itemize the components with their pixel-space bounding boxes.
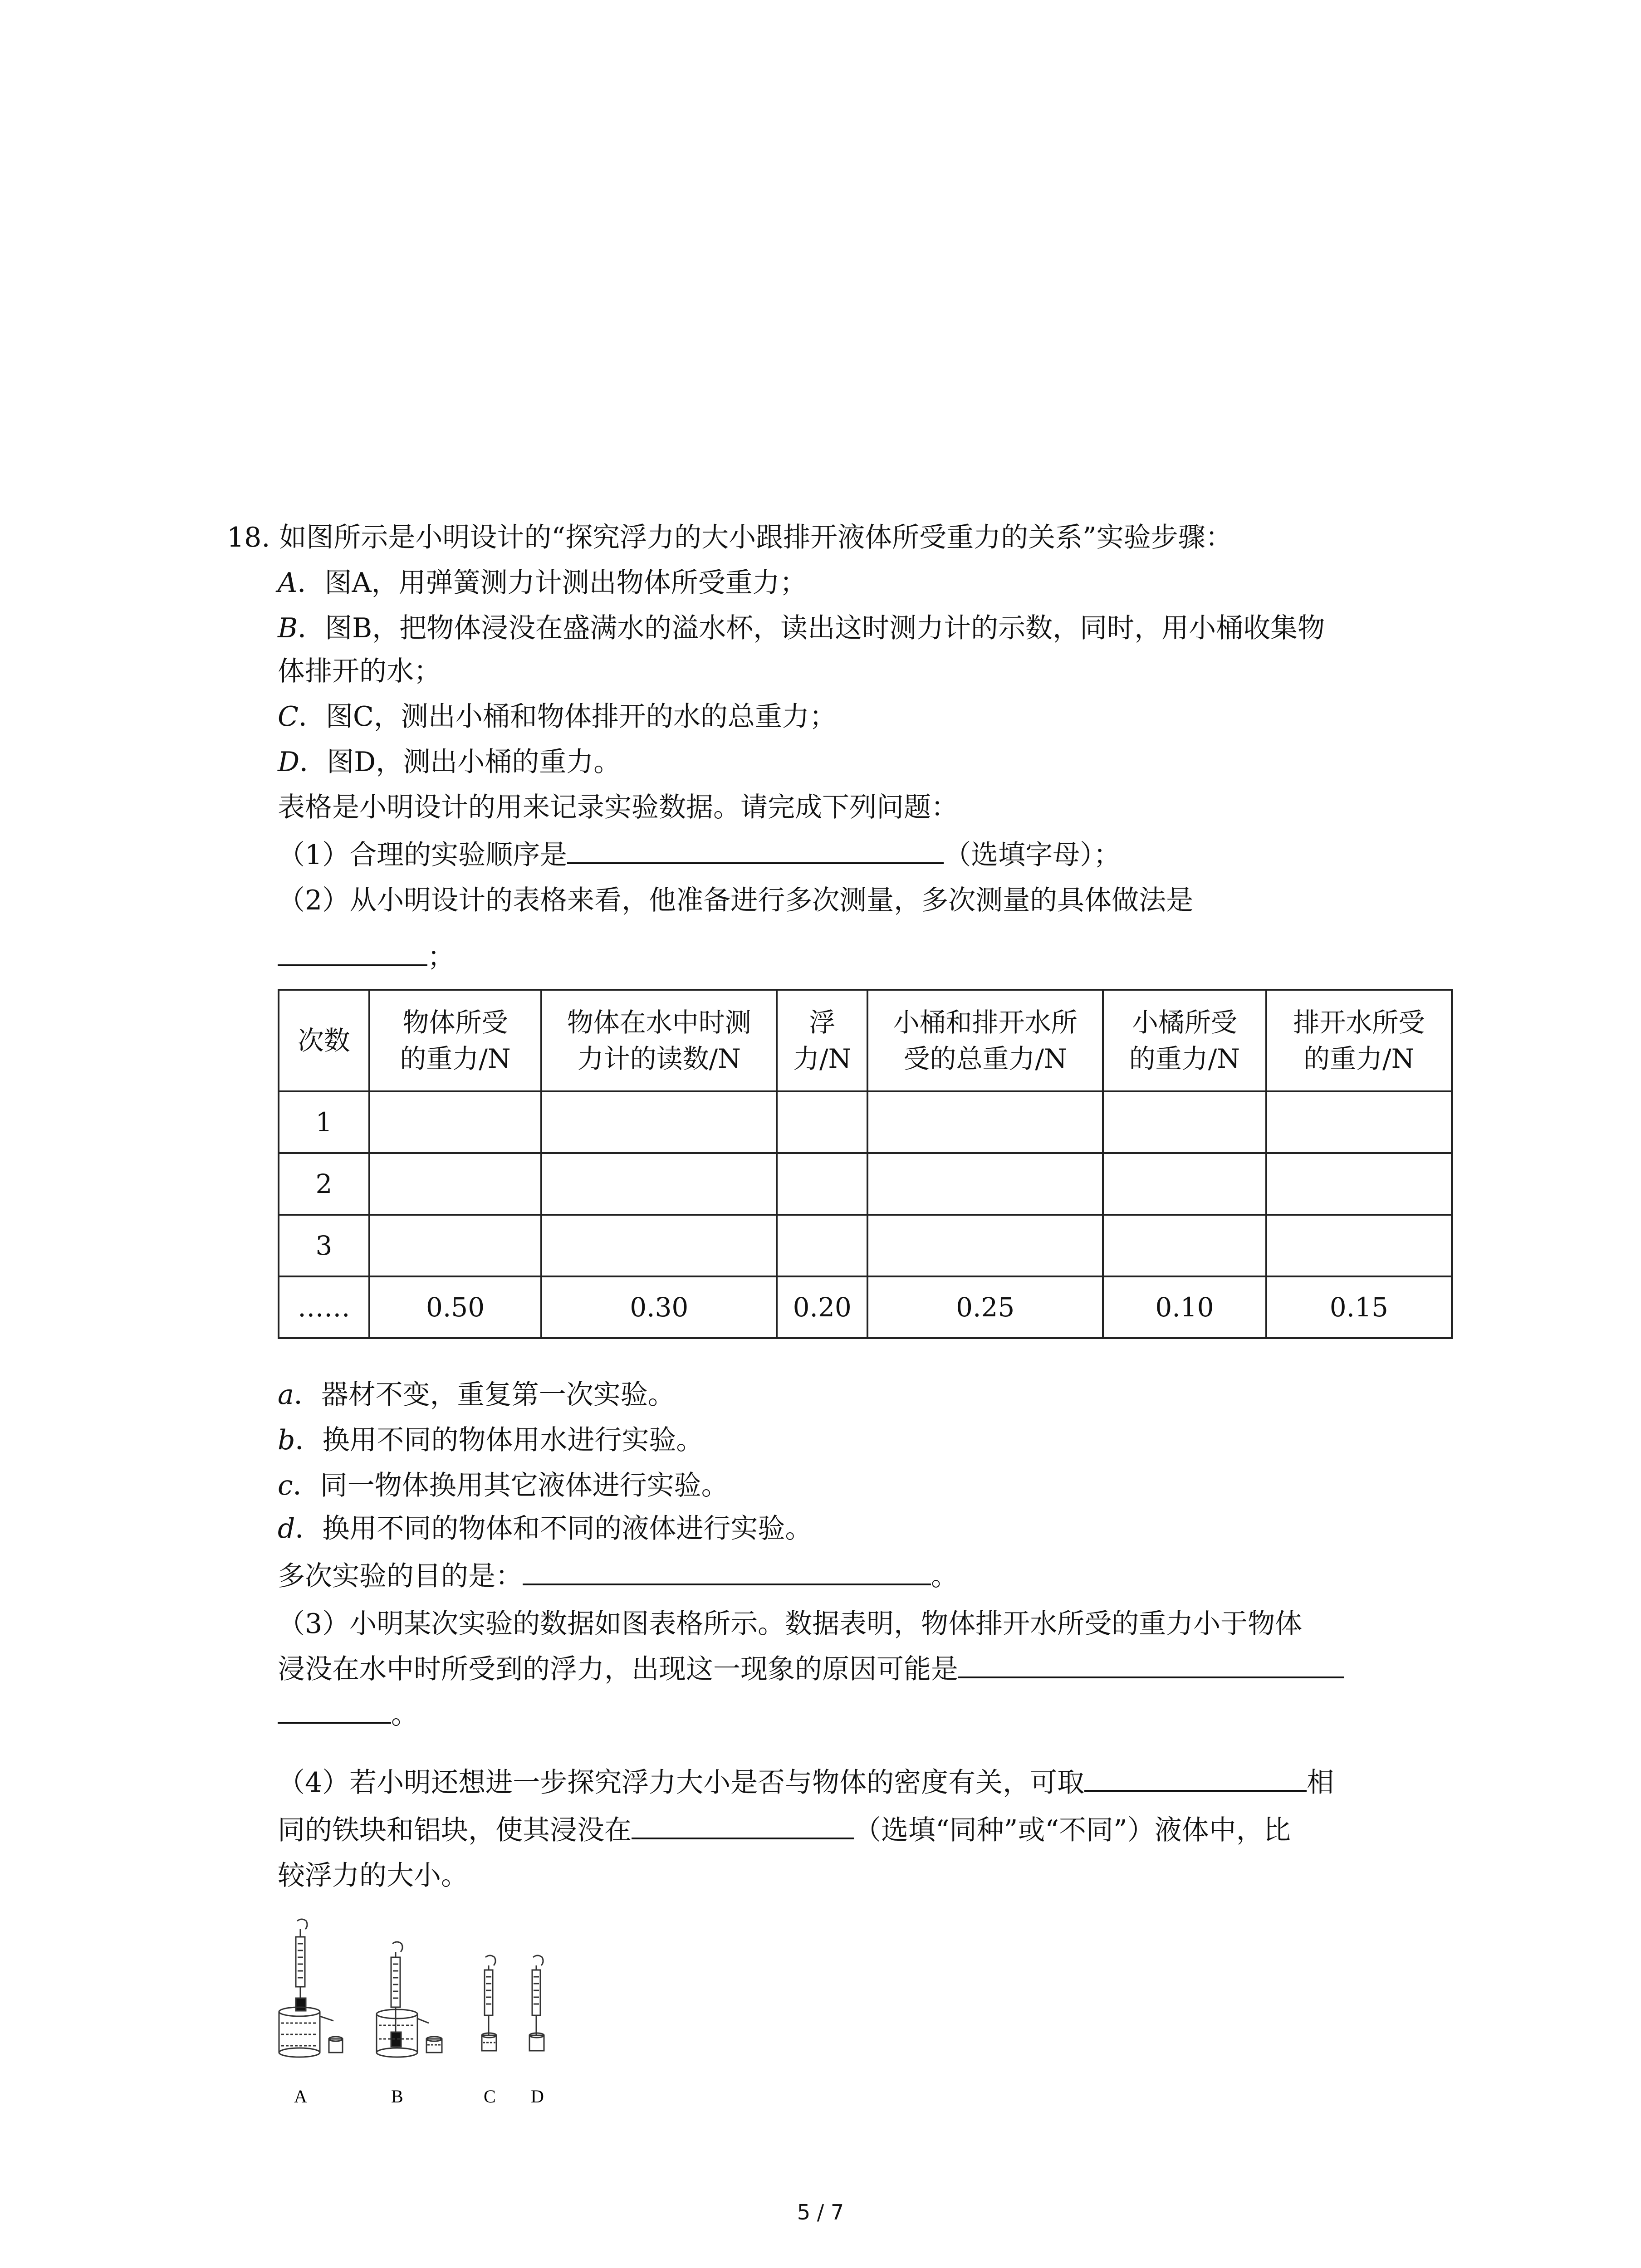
subquestion-3-line3: 。 — [278, 1692, 418, 1737]
table-cell[interactable] — [1103, 1153, 1266, 1215]
figure-label-c: C — [484, 2086, 496, 2107]
header-reading-in-water: 物体在水中时测 力计的读数/N — [541, 990, 777, 1091]
option-b: b．换用不同的物体用水进行实验。 — [278, 1424, 704, 1456]
header-buoyancy: 浮 力/N — [777, 990, 867, 1091]
table-cell[interactable] — [369, 1091, 541, 1153]
question-number: 18. — [227, 522, 270, 553]
subquestion-4-line1: （4）若小明还想进一步探究浮力大小是否与物体的密度有关，可取 相 — [278, 1760, 1334, 1805]
step-b-cont: 体排开的水； — [278, 655, 441, 687]
table-cell[interactable] — [867, 1153, 1103, 1215]
table-cell[interactable] — [1266, 1091, 1452, 1153]
subquestion-4-line2: 同的铁块和铝块，使其浸没在 （选填“同种”或“不同”）液体中，比 — [278, 1808, 1291, 1853]
table-row — [279, 1276, 1452, 1338]
table-cell[interactable] — [1103, 1091, 1266, 1153]
table-cell[interactable] — [369, 1153, 541, 1215]
table-cell[interactable] — [777, 1153, 867, 1215]
table-cell: 1 — [279, 1091, 369, 1153]
table-intro: 表格是小明设计的用来记录实验数据。请完成下列问题： — [278, 792, 958, 823]
header-object-weight: 物体所受 的重力/N — [369, 990, 541, 1091]
option-c: c．同一物体换用其它液体进行实验。 — [278, 1470, 729, 1501]
table-cell[interactable] — [541, 1153, 777, 1215]
answer-blank-2[interactable] — [278, 935, 427, 966]
subquestion-3-line2: 浸没在水中时所受到的浮力，出现这一现象的原因可能是 — [278, 1647, 1344, 1692]
table-cell[interactable] — [867, 1215, 1103, 1276]
step-a: A．图A，用弹簧测力计测出物体所受重力； — [278, 567, 807, 599]
table-header-row — [279, 990, 1452, 1091]
table-cell[interactable] — [1103, 1215, 1266, 1276]
table-cell: 0.50 — [369, 1276, 541, 1338]
table-cell[interactable] — [369, 1215, 541, 1276]
table-cell: 2 — [279, 1153, 369, 1215]
question-stem — [227, 515, 1233, 560]
figure-label-d: D — [531, 2086, 544, 2107]
table-cell: 0.30 — [541, 1276, 777, 1338]
step-d: D．图D，测出小桶的重力。 — [278, 746, 621, 778]
table-cell: 3 — [279, 1215, 369, 1276]
answer-blank-4a[interactable] — [1084, 1761, 1307, 1792]
data-table — [278, 989, 1453, 1339]
table-cell[interactable] — [1266, 1153, 1452, 1215]
table-cell[interactable] — [1266, 1215, 1452, 1276]
table-row — [279, 1153, 1452, 1215]
table-row — [279, 1091, 1452, 1153]
table-row — [279, 1215, 1452, 1276]
subquestion-3-line1: （3）小明某次实验的数据如图表格所示。数据表明，物体排开水所受的重力小于物体 — [278, 1608, 1303, 1640]
step-b: B．图B，把物体浸没在盛满水的溢水杯，读出这时测力计的示数，同时，用小桶收集物 — [278, 612, 1325, 644]
table-cell[interactable] — [541, 1091, 777, 1153]
header-bucket-weight: 小橘所受 的重力/N — [1103, 990, 1266, 1091]
step-c: C．图C，测出小桶和物体排开的水的总重力； — [278, 701, 837, 733]
figure-a — [279, 1919, 343, 2057]
option-a: a．器材不变，重复第一次实验。 — [278, 1379, 675, 1411]
table-cell: …… — [279, 1276, 369, 1338]
figure-b — [377, 1942, 442, 2057]
table-cell: 0.20 — [777, 1276, 867, 1338]
answer-blank-3-cont[interactable] — [278, 1693, 391, 1724]
table-cell[interactable] — [777, 1215, 867, 1276]
answer-blank-3[interactable] — [958, 1647, 1344, 1678]
answer-blank-purpose[interactable] — [523, 1554, 931, 1585]
purpose-line: 多次实验的目的是： 。 — [278, 1554, 958, 1599]
header-total-weight: 小桶和排开水所 受的总重力/N — [867, 990, 1103, 1091]
subquestion-1: （1）合理的实验顺序是 （选填字母）； — [278, 832, 1121, 878]
table-cell[interactable] — [777, 1091, 867, 1153]
table-cell: 0.25 — [867, 1276, 1103, 1338]
subquestion-2-blank-line: ； — [278, 934, 455, 980]
figure-d — [529, 1955, 544, 2051]
header-displaced-water-weight: 排开水所受 的重力/N — [1266, 990, 1452, 1091]
header-count: 次数 — [279, 990, 369, 1091]
experiment-figure — [272, 1916, 599, 2143]
figure-label-a: A — [294, 2086, 307, 2107]
table-cell: 0.10 — [1103, 1276, 1266, 1338]
page-number: 5 / 7 — [797, 2200, 844, 2224]
table-cell[interactable] — [541, 1215, 777, 1276]
table-cell: 0.15 — [1266, 1276, 1452, 1338]
subquestion-4-line3: 较浮力的大小。 — [278, 1860, 468, 1892]
stem-text: 如图所示是小明设计的“探究浮力的大小跟排开液体所受重力的关系”实验步骤： — [279, 522, 1233, 553]
subquestion-2: （2）从小明设计的表格来看，他准备进行多次测量，多次测量的具体做法是 — [278, 885, 1194, 916]
answer-blank-4b[interactable] — [632, 1809, 854, 1839]
figure-c — [482, 1955, 496, 2051]
option-d: d．换用不同的物体和不同的液体进行实验。 — [278, 1513, 813, 1545]
figure-label-b: B — [391, 2086, 403, 2107]
table-cell[interactable] — [867, 1091, 1103, 1153]
answer-blank-1[interactable] — [567, 833, 944, 864]
